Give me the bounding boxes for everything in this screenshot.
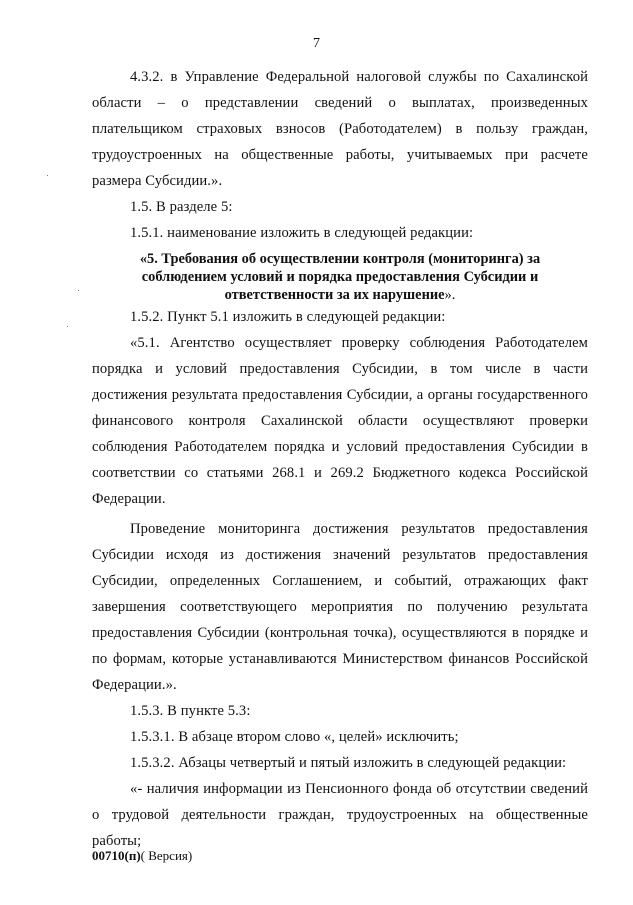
paragraph-1-5-2: 1.5.2. Пункт 5.1 изложить в следующей редакции: [130,309,446,325]
scan-speck [78,290,79,291]
scan-speck [67,326,68,327]
section-5-heading [92,250,588,304]
section-5-heading-tail: ». [444,287,456,303]
section-5-heading-text: «5. Требования об осуществлении контроля (мониторинга) за соблюдением условий и порядка предоставления Субсидии и ответственности за их нарушение [139,251,541,303]
page-number: 7 [313,36,320,51]
document-footer [92,848,192,864]
document-code: 00710(п) [92,848,141,863]
paragraph-1-5-1: 1.5.1. наименование изложить в следующей редакции: [130,225,474,241]
paragraph-monitoring: Проведение мониторинга достижения результатов предоставления Субсидии исходя из достижения значений результатов предоставления Субсидии, определенных Соглашением, и событий, отражающих факт завершения соответствующего мероприятия по получению результата предоставления Субсидии (контрольная точка), осуществляются в порядке и по формам, которые устанавливаются Министерством финансов Российской Федерации.». [92,521,588,693]
scan-speck [47,175,48,176]
paragraph-5-1: «5.1. Агентство осуществляет проверку соблюдения Работодателем порядка и условий предоставления Субсидии, в том числе в части достижения результата предоставления Субсидии, а органы государственного финансового контроля Сахалинской области осуществляют проверки соблюдения Работодателем порядка и условий предоставления Субсидии в соответствии со статьями 268.1 и 269.2 Бюджетного кодекса Российской Федерации. [92,335,588,507]
document-version: ( Версия) [140,848,193,863]
document-body [92,64,588,854]
paragraph-pension-fund: «- наличия информации из Пенсионного фонда об отсутствии сведений о трудовой деятельности граждан, трудоустроенных на общественные работы; [92,781,588,849]
paragraph-4-3-2: 4.3.2. в Управление Федеральной налоговой службы по Сахалинской области – о представлении сведений о выплатах, произведенных плательщиком страховых взносов (Работодателем) в пользу граждан, трудоустроенных на общественные работы, учитываемых при расчете размера Субсидии.». [92,69,588,189]
paragraph-1-5-3-1: 1.5.3.1. В абзаце втором слово «, целей» исключить; [130,729,459,745]
paragraph-1-5-3-2: 1.5.3.2. Абзацы четвертый и пятый изложить в следующей редакции: [130,755,567,771]
paragraph-1-5-3: 1.5.3. В пункте 5.3: [130,703,251,719]
paragraph-1-5: 1.5. В разделе 5: [130,199,233,215]
